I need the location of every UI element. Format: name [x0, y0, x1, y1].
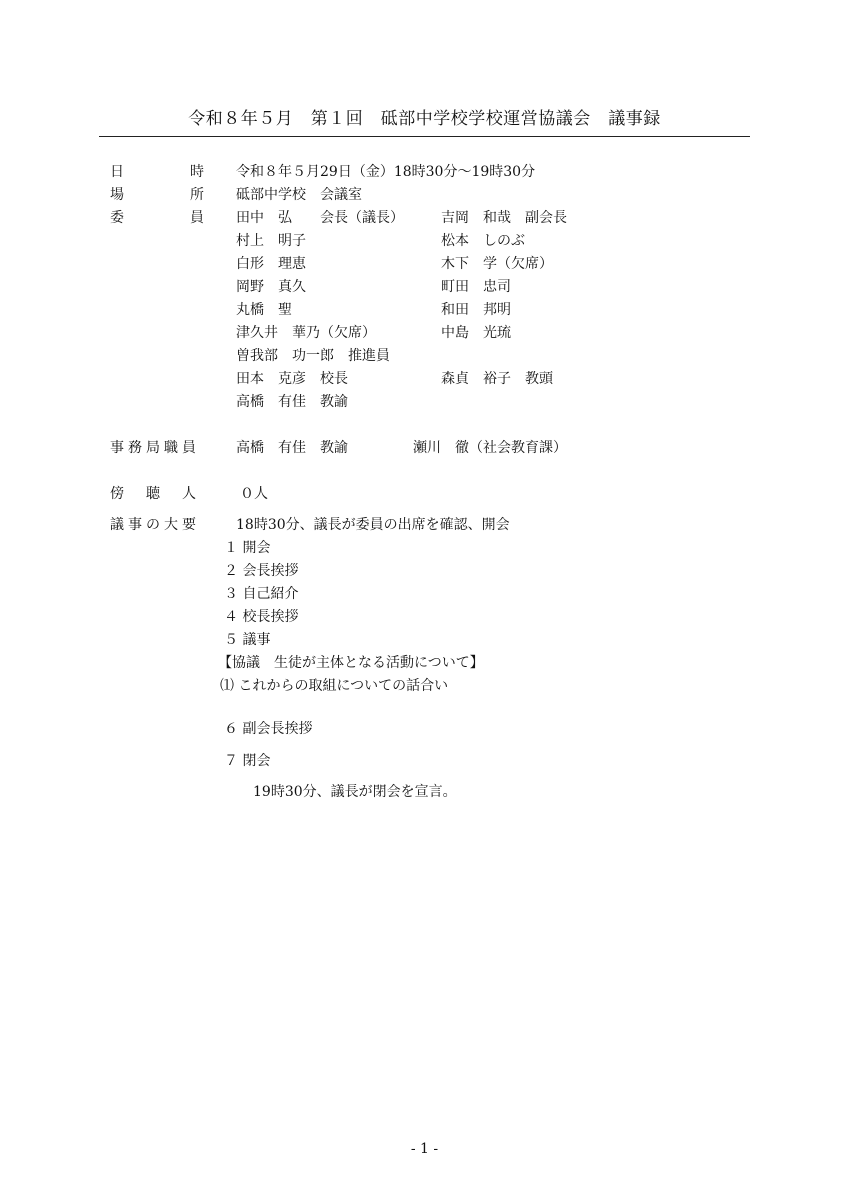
member-right-2: 松本 しのぶ: [441, 233, 525, 249]
member-right-4: 町田 忠司: [441, 279, 511, 295]
agenda-item-3: ３ 自己紹介: [224, 586, 299, 602]
member-left-4: 岡野 真久: [236, 279, 306, 295]
member-left-6: 津久井 華乃（欠席）: [236, 325, 376, 341]
member-left-8: 田本 克彦 校長: [236, 371, 348, 387]
agenda-item-5: ５ 議事: [224, 632, 271, 648]
agenda-item-4: ４ 校長挨拶: [224, 609, 299, 625]
member-right-6: 中島 光琉: [441, 325, 511, 341]
summary-label: 議事の大要: [110, 517, 200, 533]
place-label-a: 場: [110, 187, 124, 203]
members-label-b: 員: [190, 210, 204, 226]
agenda-item-6: ６ 副会長挨拶: [224, 721, 313, 737]
document-title: 令和８年５月 第１回 砥部中学校学校運営協議会 議事録: [188, 109, 661, 129]
staff-right: 瀬川 徹（社会教育課）: [413, 440, 567, 456]
summary-opening: 18時30分、議長が委員の出席を確認、開会: [236, 517, 510, 533]
discussion-title: 【協議 生徒が主体となる活動について】: [218, 655, 484, 671]
agenda-item-2: ２ 会長挨拶: [224, 563, 299, 579]
place-label-b: 所: [190, 187, 204, 203]
audience-label: 傍 聴 人: [110, 486, 200, 502]
member-right-8: 森貞 裕子 教頭: [441, 371, 553, 387]
discussion-sub: ⑴ これからの取組についての話合い: [220, 678, 449, 694]
datetime-label-a: 日: [110, 164, 124, 180]
datetime-value: 令和８年５月29日（金）18時30分～19時30分: [236, 164, 536, 180]
member-left-3: 白形 理恵: [236, 256, 306, 272]
member-right-5: 和田 邦明: [441, 302, 511, 318]
title-underline: [99, 136, 750, 137]
member-left-9: 高橋 有佳 教諭: [236, 394, 348, 410]
member-right-3: 木下 学（欠席）: [441, 256, 553, 272]
staff-left: 高橋 有佳 教諭: [236, 440, 348, 456]
member-left-7: 曽我部 功一郎 推進員: [236, 348, 390, 364]
member-left-2: 村上 明子: [236, 233, 306, 249]
summary-closing: 19時30分、議長が閉会を宣言。: [253, 784, 457, 800]
member-left-5: 丸橋 聖: [236, 302, 292, 318]
agenda-item-1: １ 開会: [224, 540, 271, 556]
agenda-item-7: ７ 閉会: [224, 753, 271, 769]
datetime-label-b: 時: [190, 164, 204, 180]
members-label-a: 委: [110, 210, 124, 226]
page-number: - 1 -: [410, 1141, 439, 1157]
member-left-1: 田中 弘 会長（議長）: [236, 210, 404, 226]
place-value: 砥部中学校 会議室: [236, 187, 362, 203]
member-right-1: 吉岡 和哉 副会長: [441, 210, 567, 226]
staff-label: 事務局職員: [110, 440, 200, 456]
audience-value: ０人: [240, 486, 268, 502]
